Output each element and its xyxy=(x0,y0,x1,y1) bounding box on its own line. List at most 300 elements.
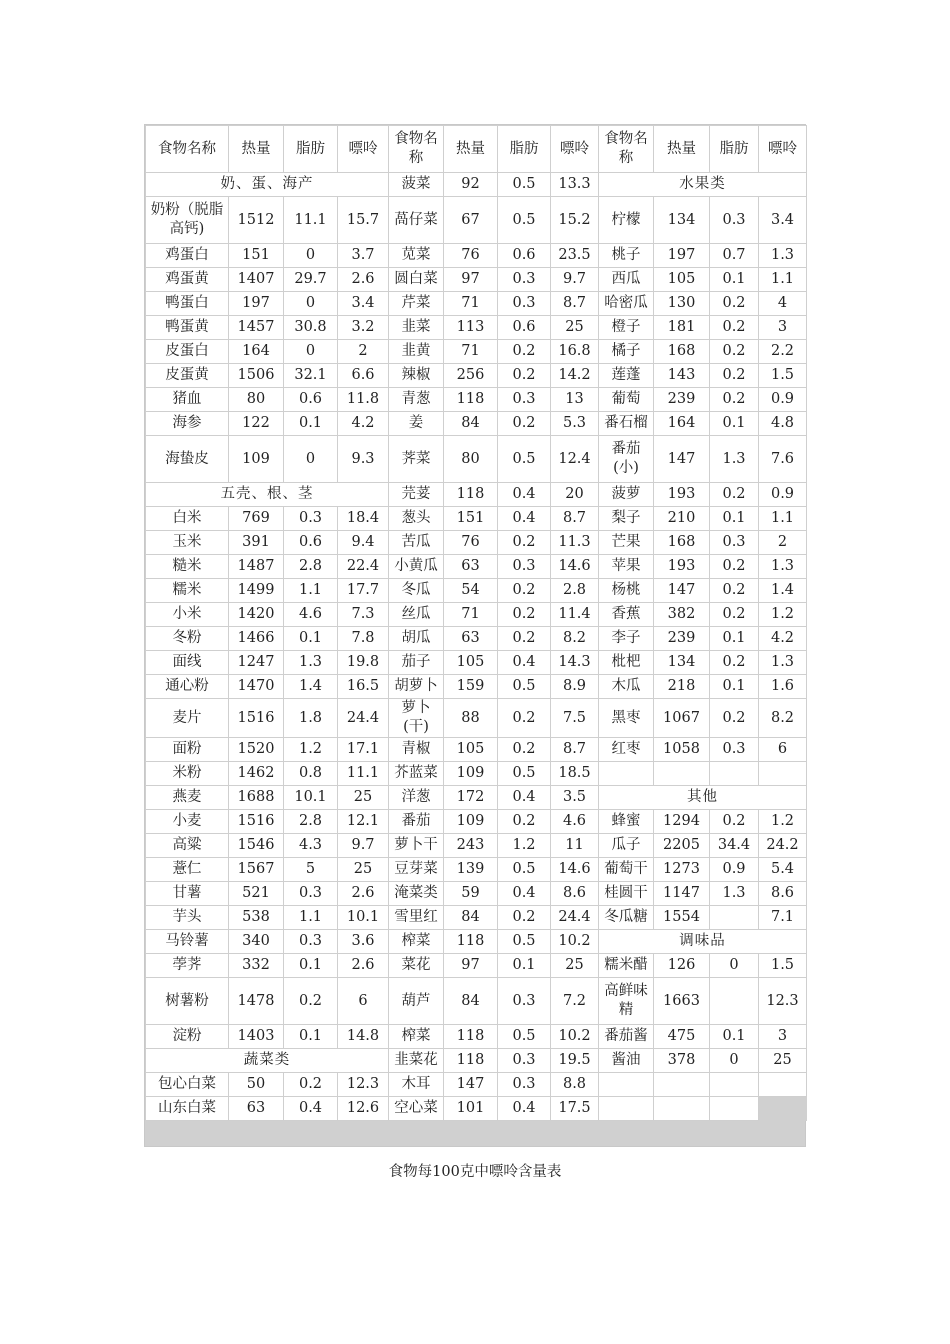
food-name: 鸭蛋黄 xyxy=(146,316,229,340)
food-name: 玉米 xyxy=(146,531,229,555)
food-value: 0.2 xyxy=(710,483,759,507)
food-name: 瓜子 xyxy=(599,834,654,858)
food-value: 1.1 xyxy=(759,268,807,292)
food-value: 29.7 xyxy=(284,268,338,292)
food-value: 0.9 xyxy=(710,858,759,882)
food-name: 面粉 xyxy=(146,738,229,762)
column-header: 食物名称 xyxy=(389,126,444,173)
food-value: 3.4 xyxy=(338,292,389,316)
food-value: 8.6 xyxy=(551,882,599,906)
food-value: 256 xyxy=(444,364,498,388)
food-value: 30.8 xyxy=(284,316,338,340)
food-value: 181 xyxy=(654,316,710,340)
food-name: 酱油 xyxy=(599,1049,654,1073)
food-value: 3.6 xyxy=(338,930,389,954)
food-value: 9.4 xyxy=(338,531,389,555)
food-value: 0.5 xyxy=(498,675,551,699)
food-value: 0.2 xyxy=(284,1073,338,1097)
food-value: 0.4 xyxy=(498,651,551,675)
table-row xyxy=(146,627,807,651)
food-value: 10.2 xyxy=(551,1025,599,1049)
food-value: 118 xyxy=(444,930,498,954)
food-value: 109 xyxy=(444,762,498,786)
column-header: 嘌呤 xyxy=(338,126,389,173)
food-name: 香蕉 xyxy=(599,603,654,627)
food-value: 0.5 xyxy=(498,930,551,954)
food-value: 2 xyxy=(338,340,389,364)
empty-cell xyxy=(759,762,807,786)
table-row xyxy=(146,675,807,699)
food-value: 1.3 xyxy=(284,651,338,675)
food-name: 冬粉 xyxy=(146,627,229,651)
food-name: 芫荽 xyxy=(389,483,444,507)
food-value: 1147 xyxy=(654,882,710,906)
food-value: 13.3 xyxy=(551,173,599,197)
food-value: 151 xyxy=(444,507,498,531)
food-value: 71 xyxy=(444,340,498,364)
food-value: 12.6 xyxy=(338,1097,389,1121)
food-value: 1470 xyxy=(229,675,284,699)
empty-cell xyxy=(654,762,710,786)
food-name: 芋头 xyxy=(146,906,229,930)
food-value: 193 xyxy=(654,555,710,579)
food-value: 0.2 xyxy=(710,555,759,579)
food-value: 0.4 xyxy=(498,786,551,810)
food-value: 11.1 xyxy=(284,197,338,244)
food-value: 0.8 xyxy=(284,762,338,786)
food-value: 118 xyxy=(444,1049,498,1073)
food-name: 雪里红 xyxy=(389,906,444,930)
food-value: 1499 xyxy=(229,579,284,603)
table-row xyxy=(146,738,807,762)
food-name: 鸭蛋白 xyxy=(146,292,229,316)
food-value: 0 xyxy=(284,292,338,316)
food-name: 木耳 xyxy=(389,1073,444,1097)
food-name: 燕麦 xyxy=(146,786,229,810)
food-value: 63 xyxy=(229,1097,284,1121)
food-value: 1273 xyxy=(654,858,710,882)
food-name: 枇杷 xyxy=(599,651,654,675)
food-value: 2.6 xyxy=(338,882,389,906)
empty-cell xyxy=(710,762,759,786)
empty-cell xyxy=(710,1097,759,1121)
table-row xyxy=(146,555,807,579)
food-value: 0.5 xyxy=(498,858,551,882)
food-value: 9.7 xyxy=(338,834,389,858)
section-header-grains: 五壳、根、茎 xyxy=(146,483,389,507)
food-value: 0.5 xyxy=(498,173,551,197)
food-value: 378 xyxy=(654,1049,710,1073)
food-value: 24.4 xyxy=(551,906,599,930)
food-value: 17.7 xyxy=(338,579,389,603)
food-name: 萝卜(干) xyxy=(389,699,444,738)
food-value: 4.2 xyxy=(759,627,807,651)
food-value: 0.3 xyxy=(498,292,551,316)
food-value: 0.6 xyxy=(498,316,551,340)
food-name: 蜂蜜 xyxy=(599,810,654,834)
food-value: 0 xyxy=(284,436,338,483)
food-value: 13 xyxy=(551,388,599,412)
food-value: 159 xyxy=(444,675,498,699)
food-value: 18.4 xyxy=(338,507,389,531)
column-header: 嘌呤 xyxy=(551,126,599,173)
column-header: 嘌呤 xyxy=(759,126,807,173)
food-value: 332 xyxy=(229,954,284,978)
purine-content-table xyxy=(145,125,807,1121)
food-value: 130 xyxy=(654,292,710,316)
food-value: 14.3 xyxy=(551,651,599,675)
food-name: 芹菜 xyxy=(389,292,444,316)
food-value: 2.6 xyxy=(338,954,389,978)
food-value: 0.1 xyxy=(710,627,759,651)
food-value: 151 xyxy=(229,244,284,268)
food-value: 16.8 xyxy=(551,340,599,364)
food-value: 0.2 xyxy=(498,906,551,930)
food-value: 63 xyxy=(444,555,498,579)
food-value: 1.3 xyxy=(710,882,759,906)
food-value: 147 xyxy=(444,1073,498,1097)
food-value: 11.8 xyxy=(338,388,389,412)
food-value: 0.2 xyxy=(710,699,759,738)
food-name: 小麦 xyxy=(146,810,229,834)
food-value: 12.1 xyxy=(338,810,389,834)
food-value: 3.2 xyxy=(338,316,389,340)
food-value: 4.6 xyxy=(551,810,599,834)
food-name: 鸡蛋黄 xyxy=(146,268,229,292)
food-value: 1.6 xyxy=(759,675,807,699)
food-value: 1.5 xyxy=(759,364,807,388)
food-value: 1.3 xyxy=(759,555,807,579)
food-value: 243 xyxy=(444,834,498,858)
food-value: 0.2 xyxy=(710,603,759,627)
table-row xyxy=(146,858,807,882)
food-name: 韭菜花 xyxy=(389,1049,444,1073)
food-value: 7.6 xyxy=(759,436,807,483)
table-row xyxy=(146,699,807,738)
food-value: 3 xyxy=(759,316,807,340)
food-name: 菠菜 xyxy=(389,173,444,197)
food-value: 2 xyxy=(759,531,807,555)
food-value: 4.8 xyxy=(759,412,807,436)
food-value: 0.3 xyxy=(284,930,338,954)
food-name: 番石榴 xyxy=(599,412,654,436)
food-name: 番茄酱 xyxy=(599,1025,654,1049)
food-value: 382 xyxy=(654,603,710,627)
food-value: 1.1 xyxy=(284,906,338,930)
food-value: 1554 xyxy=(654,906,710,930)
food-value: 0.1 xyxy=(498,954,551,978)
food-value: 769 xyxy=(229,507,284,531)
table-row xyxy=(146,531,807,555)
food-value: 134 xyxy=(654,197,710,244)
table-row xyxy=(146,603,807,627)
food-name: 冬瓜 xyxy=(389,579,444,603)
food-name: 豆芽菜 xyxy=(389,858,444,882)
food-value: 1.4 xyxy=(759,579,807,603)
food-value: 1688 xyxy=(229,786,284,810)
food-value: 197 xyxy=(229,292,284,316)
food-value: 1247 xyxy=(229,651,284,675)
food-name: 海蛰皮 xyxy=(146,436,229,483)
food-value: 0 xyxy=(284,340,338,364)
food-value: 0.4 xyxy=(498,483,551,507)
food-value: 4 xyxy=(759,292,807,316)
food-value: 10.1 xyxy=(284,786,338,810)
section-header-fruits: 水果类 xyxy=(599,173,807,197)
food-name: 胡瓜 xyxy=(389,627,444,651)
food-value: 193 xyxy=(654,483,710,507)
food-value: 19.8 xyxy=(338,651,389,675)
purine-table-frame xyxy=(144,124,806,1147)
food-name: 麦片 xyxy=(146,699,229,738)
food-value: 2205 xyxy=(654,834,710,858)
food-value: 0.2 xyxy=(498,364,551,388)
food-value: 0.2 xyxy=(498,810,551,834)
food-value xyxy=(710,906,759,930)
food-value: 475 xyxy=(654,1025,710,1049)
food-name: 洋葱 xyxy=(389,786,444,810)
food-value: 1403 xyxy=(229,1025,284,1049)
food-value: 0.1 xyxy=(710,675,759,699)
food-value: 11.1 xyxy=(338,762,389,786)
food-name: 海参 xyxy=(146,412,229,436)
food-value: 147 xyxy=(654,436,710,483)
food-value: 126 xyxy=(654,954,710,978)
food-value: 239 xyxy=(654,627,710,651)
food-value: 0.4 xyxy=(498,507,551,531)
table-row xyxy=(146,810,807,834)
food-name: 马铃薯 xyxy=(146,930,229,954)
food-value: 7.5 xyxy=(551,699,599,738)
food-name: 葡萄干 xyxy=(599,858,654,882)
food-value: 10.2 xyxy=(551,930,599,954)
food-value: 67 xyxy=(444,197,498,244)
food-value: 0.2 xyxy=(498,579,551,603)
food-value: 88 xyxy=(444,699,498,738)
food-value: 1506 xyxy=(229,364,284,388)
food-value: 0.9 xyxy=(759,388,807,412)
food-value: 6.6 xyxy=(338,364,389,388)
food-name: 包心白菜 xyxy=(146,1073,229,1097)
food-value: 71 xyxy=(444,292,498,316)
food-name: 桂圆干 xyxy=(599,882,654,906)
food-value: 1058 xyxy=(654,738,710,762)
food-value: 0.3 xyxy=(498,555,551,579)
food-name: 青椒 xyxy=(389,738,444,762)
food-value: 84 xyxy=(444,978,498,1025)
food-value: 0.5 xyxy=(498,1025,551,1049)
food-value: 0.3 xyxy=(710,531,759,555)
food-value: 76 xyxy=(444,244,498,268)
column-header: 热量 xyxy=(229,126,284,173)
table-row xyxy=(146,316,807,340)
food-value: 8.7 xyxy=(551,507,599,531)
food-name: 米粉 xyxy=(146,762,229,786)
table-caption: 食物每100克中嘌呤含量表 xyxy=(388,1164,562,1180)
food-value: 25 xyxy=(338,858,389,882)
food-value: 118 xyxy=(444,388,498,412)
empty-cell xyxy=(599,1097,654,1121)
food-name: 通心粉 xyxy=(146,675,229,699)
food-value: 1516 xyxy=(229,810,284,834)
food-name: 姜 xyxy=(389,412,444,436)
food-value: 1.2 xyxy=(284,738,338,762)
food-name: 橘子 xyxy=(599,340,654,364)
food-value: 143 xyxy=(654,364,710,388)
food-value: 25 xyxy=(551,954,599,978)
food-value: 0.3 xyxy=(498,268,551,292)
column-header: 食物名称 xyxy=(599,126,654,173)
section-header-condiments: 调味品 xyxy=(599,930,807,954)
food-value: 0.2 xyxy=(710,651,759,675)
food-name: 青葱 xyxy=(389,388,444,412)
table-row xyxy=(146,978,807,1025)
food-value: 0.2 xyxy=(710,364,759,388)
table-row xyxy=(146,579,807,603)
table-row xyxy=(146,906,807,930)
food-value: 1.1 xyxy=(759,507,807,531)
food-value: 340 xyxy=(229,930,284,954)
food-value: 6 xyxy=(759,738,807,762)
food-name: 韭黄 xyxy=(389,340,444,364)
table-row xyxy=(146,954,807,978)
food-value: 147 xyxy=(654,579,710,603)
food-value: 172 xyxy=(444,786,498,810)
food-value: 0.1 xyxy=(284,1025,338,1049)
section-header-dairy: 奶、蛋、海产 xyxy=(146,173,389,197)
food-name: 哈密瓜 xyxy=(599,292,654,316)
empty-cell xyxy=(759,1097,807,1121)
food-value: 15.2 xyxy=(551,197,599,244)
food-name: 茄子 xyxy=(389,651,444,675)
food-value: 11 xyxy=(551,834,599,858)
food-name: 芒果 xyxy=(599,531,654,555)
table-row xyxy=(146,197,807,244)
food-value: 1.2 xyxy=(498,834,551,858)
food-value: 109 xyxy=(229,436,284,483)
food-value: 1407 xyxy=(229,268,284,292)
food-value: 1663 xyxy=(654,978,710,1025)
food-value: 0.3 xyxy=(710,738,759,762)
food-value: 0.2 xyxy=(498,738,551,762)
food-value: 0.2 xyxy=(710,810,759,834)
food-value: 76 xyxy=(444,531,498,555)
food-name: 奶粉（脱脂高钙) xyxy=(146,197,229,244)
food-value: 0.4 xyxy=(284,1097,338,1121)
food-value: 4.2 xyxy=(338,412,389,436)
food-name: 皮蛋白 xyxy=(146,340,229,364)
food-value: 1294 xyxy=(654,810,710,834)
food-value: 3.4 xyxy=(759,197,807,244)
food-value: 0 xyxy=(710,954,759,978)
food-value: 0.2 xyxy=(498,412,551,436)
food-value: 0.1 xyxy=(710,507,759,531)
food-value: 4.6 xyxy=(284,603,338,627)
food-value: 1.8 xyxy=(284,699,338,738)
table-row xyxy=(146,651,807,675)
food-value xyxy=(710,978,759,1025)
food-value: 7.1 xyxy=(759,906,807,930)
food-value: 1.4 xyxy=(284,675,338,699)
food-value: 0.3 xyxy=(498,388,551,412)
food-value: 2.8 xyxy=(284,555,338,579)
column-header: 脂肪 xyxy=(710,126,759,173)
table-row xyxy=(146,1073,807,1097)
food-value: 3.7 xyxy=(338,244,389,268)
food-value: 84 xyxy=(444,906,498,930)
food-name: 红枣 xyxy=(599,738,654,762)
food-name: 番茄(小) xyxy=(599,436,654,483)
food-value: 14.8 xyxy=(338,1025,389,1049)
food-value: 2.8 xyxy=(284,810,338,834)
food-value: 105 xyxy=(654,268,710,292)
food-value: 1516 xyxy=(229,699,284,738)
food-value: 14.6 xyxy=(551,555,599,579)
food-value: 12.3 xyxy=(759,978,807,1025)
food-name: 葡萄 xyxy=(599,388,654,412)
food-value: 0.1 xyxy=(284,412,338,436)
food-value: 97 xyxy=(444,268,498,292)
food-value: 1420 xyxy=(229,603,284,627)
food-value: 17.5 xyxy=(551,1097,599,1121)
food-name: 淀粉 xyxy=(146,1025,229,1049)
food-value: 0.3 xyxy=(284,882,338,906)
column-header: 食物名称 xyxy=(146,126,229,173)
food-value: 0.6 xyxy=(498,244,551,268)
food-value: 1.3 xyxy=(710,436,759,483)
food-value: 1487 xyxy=(229,555,284,579)
table-row xyxy=(146,507,807,531)
table-row xyxy=(146,268,807,292)
food-value: 24.2 xyxy=(759,834,807,858)
food-value: 1512 xyxy=(229,197,284,244)
food-name: 鸡蛋白 xyxy=(146,244,229,268)
section-header-vegetables: 蔬菜类 xyxy=(146,1049,389,1073)
table-row xyxy=(146,834,807,858)
column-header: 脂肪 xyxy=(284,126,338,173)
food-value: 0.6 xyxy=(284,388,338,412)
food-value: 0.2 xyxy=(498,340,551,364)
food-value: 109 xyxy=(444,810,498,834)
food-value: 7.3 xyxy=(338,603,389,627)
food-value: 0.1 xyxy=(284,627,338,651)
table-row xyxy=(146,483,807,507)
food-value: 1.3 xyxy=(759,651,807,675)
food-name: 荸荠 xyxy=(146,954,229,978)
food-value: 0.4 xyxy=(498,1097,551,1121)
food-name: 莲蓬 xyxy=(599,364,654,388)
food-value: 168 xyxy=(654,531,710,555)
empty-cell xyxy=(599,762,654,786)
food-value: 11.3 xyxy=(551,531,599,555)
food-value: 84 xyxy=(444,412,498,436)
food-value: 0.1 xyxy=(284,954,338,978)
food-value: 0.3 xyxy=(498,1073,551,1097)
food-name: 苹果 xyxy=(599,555,654,579)
food-value: 9.3 xyxy=(338,436,389,483)
food-value: 25 xyxy=(551,316,599,340)
column-header: 热量 xyxy=(654,126,710,173)
food-name: 葱头 xyxy=(389,507,444,531)
food-name: 面线 xyxy=(146,651,229,675)
food-value: 1.1 xyxy=(284,579,338,603)
food-name: 圆白菜 xyxy=(389,268,444,292)
food-value: 239 xyxy=(654,388,710,412)
food-value: 7.2 xyxy=(551,978,599,1025)
food-value: 105 xyxy=(444,651,498,675)
food-value: 0.7 xyxy=(710,244,759,268)
food-name: 小米 xyxy=(146,603,229,627)
